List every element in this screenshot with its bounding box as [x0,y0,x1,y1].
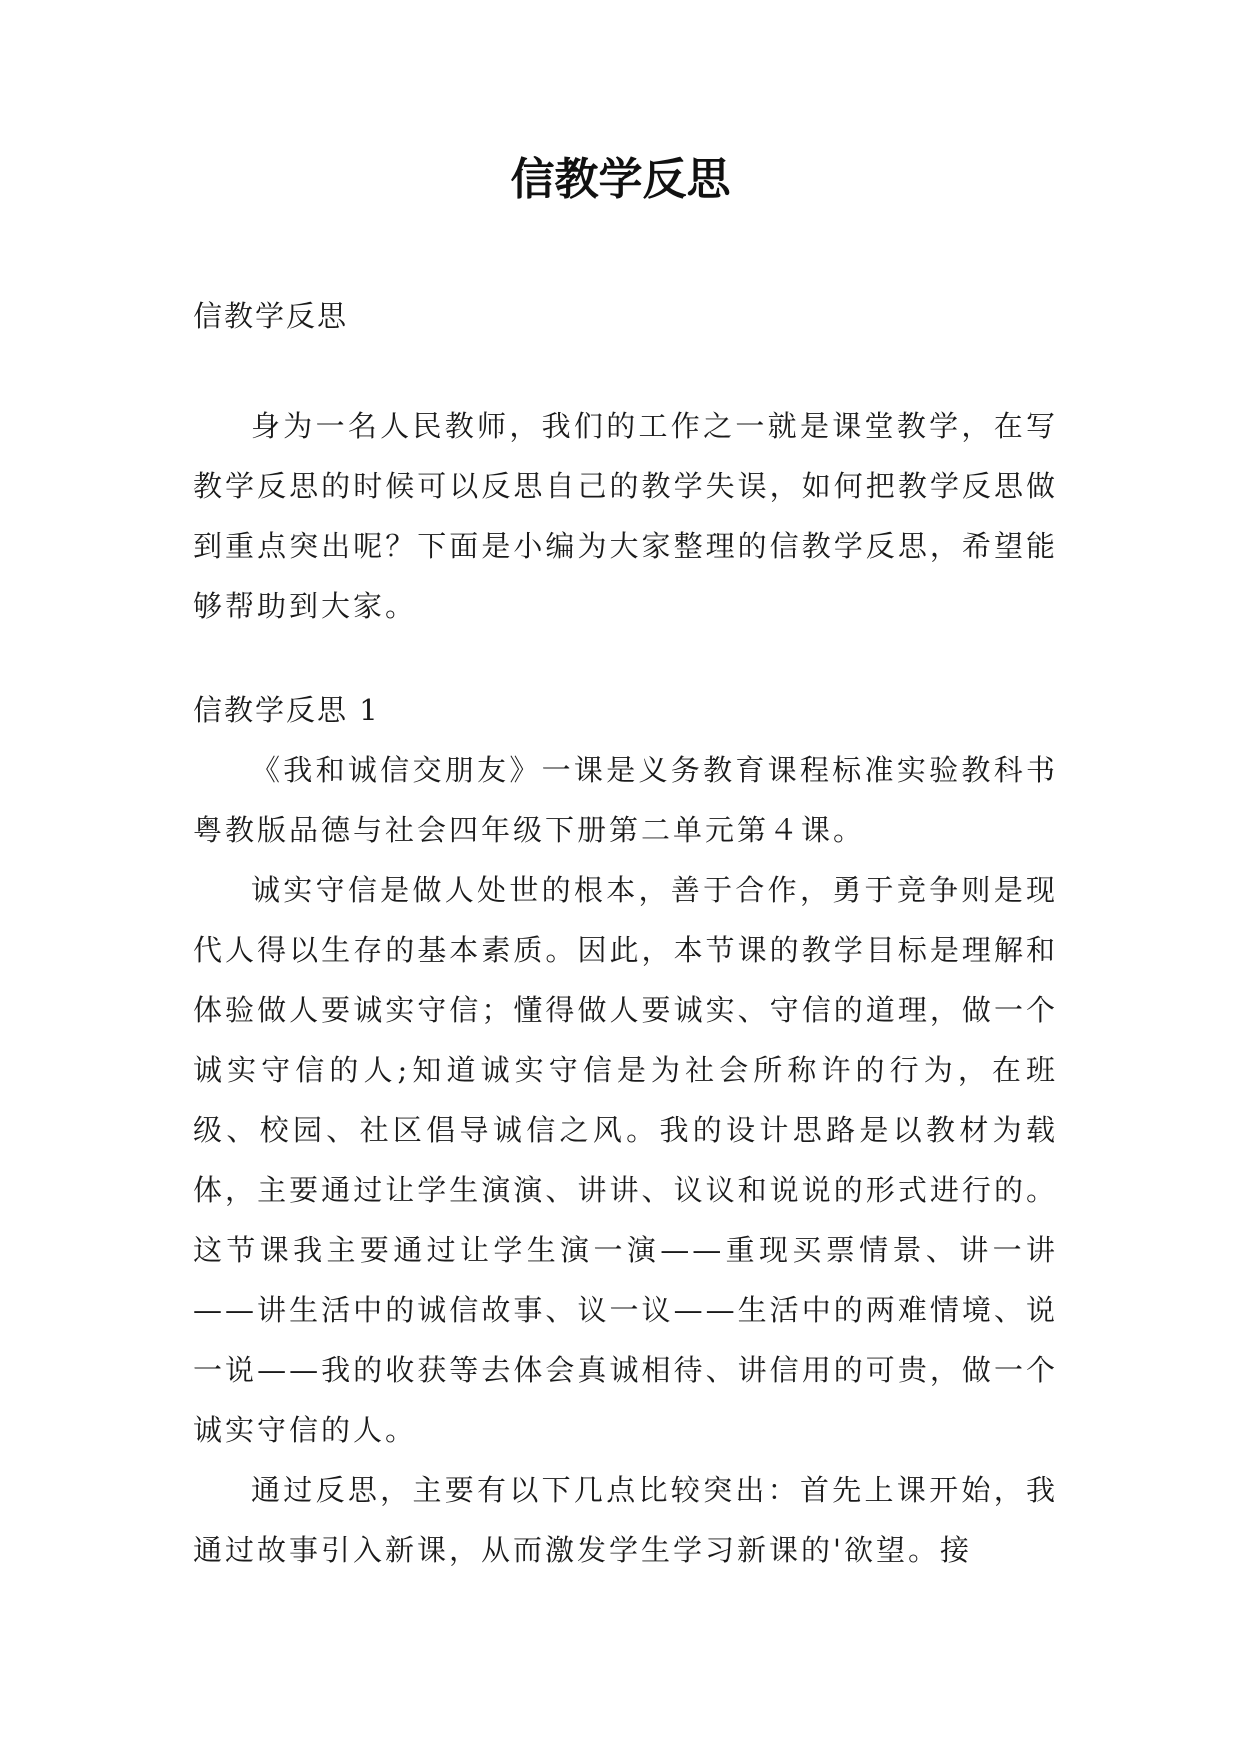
section-heading: 信教学反思 1 [193,693,380,727]
body-paragraph: 诚实守信是做人处世的根本，善于合作，勇于竞争则是现代人得以生存的基本素质。因此，本节课的教学目标是理解和体验做人要诚实守信；懂得做人要诚实、守信的道理，做一个诚实守信的人;知道诚实守信是为社会所称许的行为，在班级、校园、社区倡导诚信之风。我的设计思路是以教材为载体，主要通过让学生演演、讲讲、议议和说说的形式进行的。这节课我主要通过让学生演一演——重现买票情景、讲一讲——讲生活中的诚信故事、议一议——生活中的两难情境、说一说——我的收获等去体会真诚相待、讲信用的可贵，做一个诚实守信的人。 [193,873,1058,1447]
intro-paragraph: 身为一名人民教师，我们的工作之一就是课堂教学，在写教学反思的时候可以反思自己的教学失误，如何把教学反思做到重点突出呢？下面是小编为大家整理的信教学反思，希望能够帮助到大家。 [193,409,1058,623]
body-paragraph: 《我和诚信交朋友》一课是义务教育课程标准实验教科书粤教版品德与社会四年级下册第二单元第４课。 [193,753,1058,847]
document-body [193,286,1058,1580]
document-subtitle: 信教学反思 [193,299,349,333]
body-paragraph: 通过反思，主要有以下几点比较突出：首先上课开始，我通过故事引入新课，从而激发学生学习新课的'欲望。接 [193,1473,1058,1567]
document-title: 信教学反思 [510,154,731,205]
